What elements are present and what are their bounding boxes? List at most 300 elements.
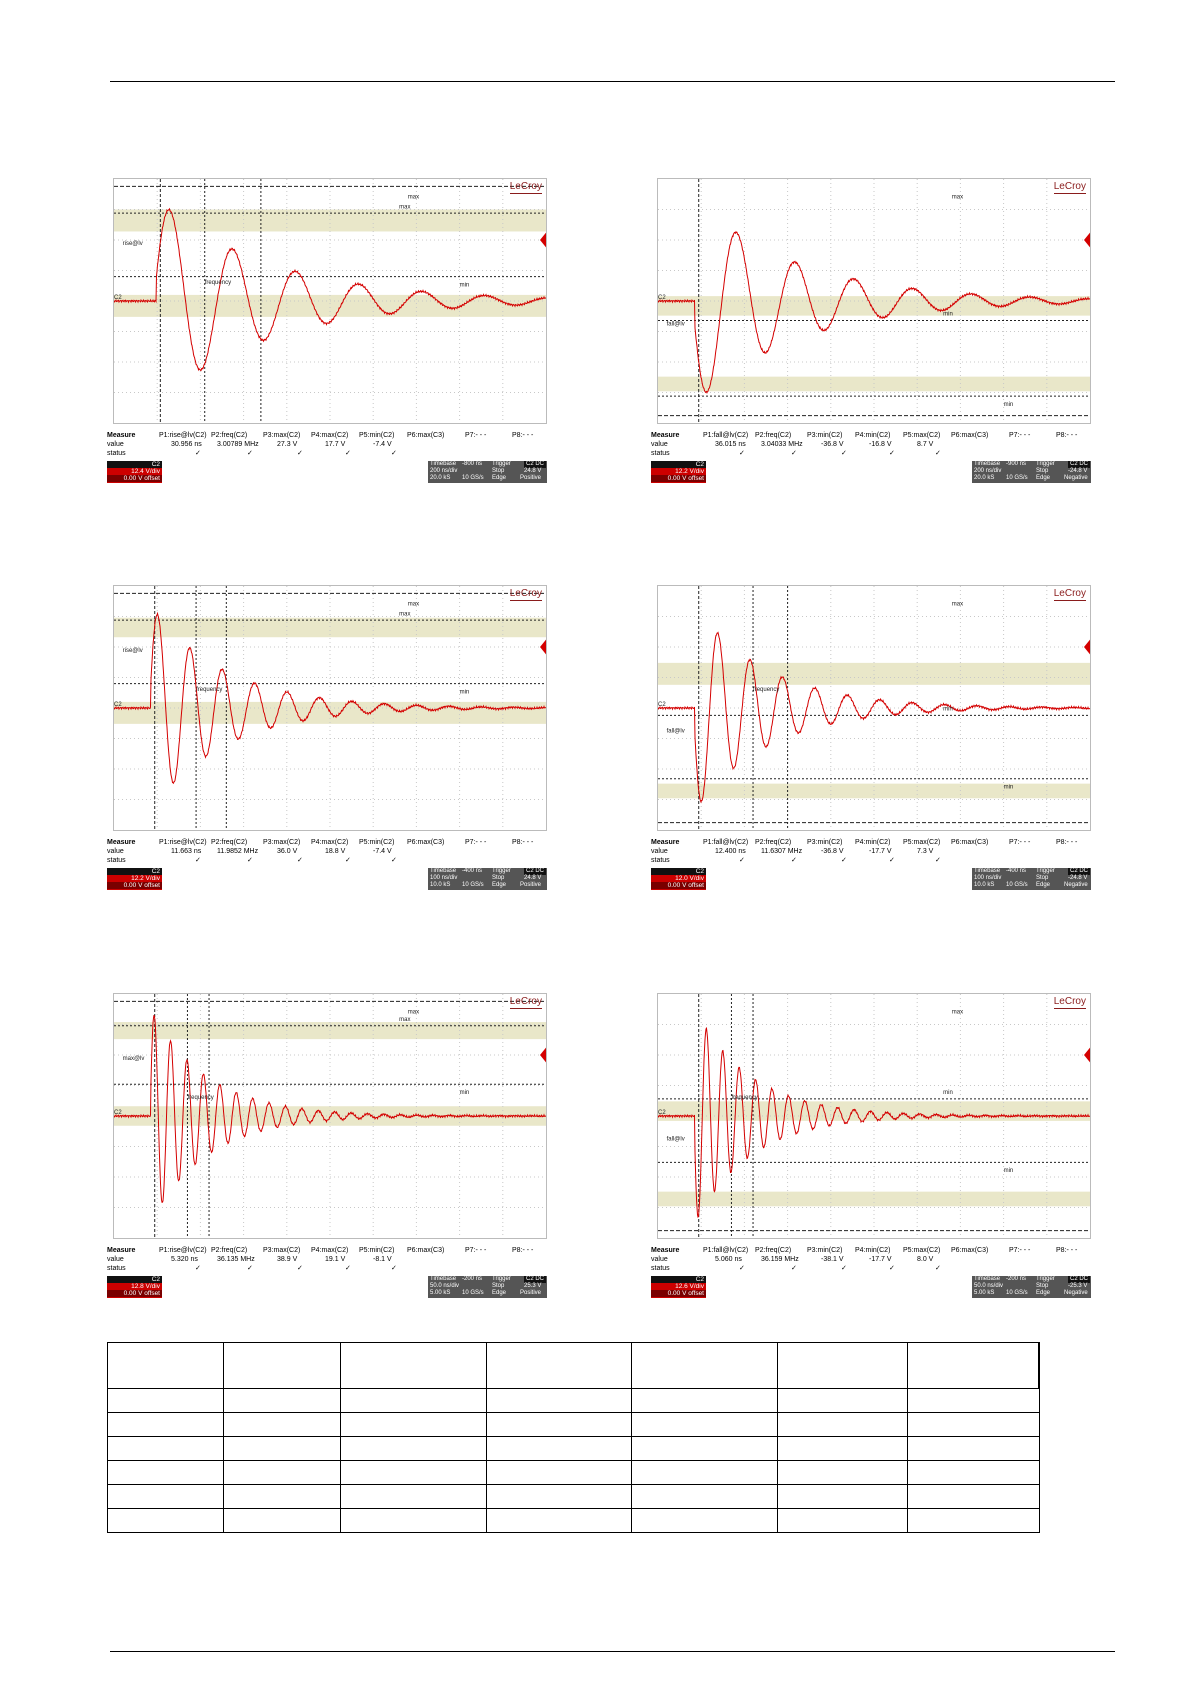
value-p1: 5.060 ns [715,1256,742,1263]
value-p5: -7.4 V [373,441,392,448]
level-label: min [1003,784,1014,791]
param-p4: P4:min(C2) [855,839,891,846]
param-p2: P2:freq(C2) [755,1247,792,1254]
oscilloscope-screenshot [107,178,547,498]
value-p3: 27.3 V [277,441,298,448]
table-row [108,1437,1040,1461]
offset-value: 0.00 V offset [107,1290,162,1297]
param-p6: P6:max(C3) [951,432,989,439]
max-label: max [951,1009,964,1016]
value-p1: 30.956 ns [171,441,202,448]
table-cell [632,1343,778,1389]
timebase-trigger-box [428,868,547,890]
scope-screen [113,585,547,831]
trigger-channel: C2 DC [526,868,545,874]
timebase-delay: -200 ns [1006,1276,1027,1282]
check-icon: ✓ [297,450,303,457]
level-label: min [943,1090,953,1097]
check-icon: ✓ [841,1265,847,1272]
channel-marker: C2 [114,702,122,708]
measure-label: Measure [107,1247,136,1254]
check-icon: ✓ [889,450,895,457]
check-icon: ✓ [247,450,253,457]
value-p1: 12.400 ns [715,848,746,855]
timebase-delay: -800 ns [462,461,483,467]
check-icon: ✓ [345,1265,351,1272]
value-p2: 36.135 MHz [217,1256,255,1263]
edge-marker-label: max@lv [122,1055,145,1062]
check-icon: ✓ [739,857,745,864]
lecroy-logo: LeCroy [1053,181,1086,192]
level-label: min [943,311,953,318]
frequency-marker-label: frequency [204,279,232,286]
check-icon: ✓ [935,1265,941,1272]
param-p6: P6:max(C3) [407,839,445,846]
table-cell [777,1343,908,1389]
param-p7: P7:- - - [1009,1247,1031,1254]
value-p1: 5.320 ns [171,1256,198,1263]
param-p8: P8:- - - [512,839,534,846]
trigger-level: 25.3 V [524,1283,542,1289]
trigger-label: Trigger [1036,868,1055,874]
check-icon: ✓ [345,450,351,457]
timebase-delay: -900 ns [1006,461,1027,467]
value-p5: 8.0 V [917,1256,934,1263]
trigger-channel: C2 DC [1070,461,1089,467]
scope-waveform [658,179,1090,423]
value-p4: 19.1 V [325,1256,346,1263]
param-p8: P8:- - - [1056,839,1078,846]
value-p5: -7.4 V [373,848,392,855]
check-icon: ✓ [195,450,201,457]
max-label: max [407,194,420,201]
param-p6: P6:max(C3) [951,839,989,846]
value-label: value [651,441,668,448]
frequency-marker-label: frequency [753,686,780,693]
table-row [108,1461,1040,1485]
trigger-level-marker [540,1048,546,1063]
scope-waveform [658,994,1090,1238]
param-p1: P1:fall@lv(C2) [703,1247,749,1254]
trigger-type: Edge [1036,1290,1051,1296]
frequency-marker-label: frequency [731,1094,758,1101]
scope-waveform [114,179,546,423]
channel-marker: C2 [658,295,666,301]
timebase-label: Timebase [430,461,457,467]
value-p1: 11.663 ns [171,848,202,855]
value-p4: 18.8 V [325,848,346,855]
trigger-level: -24.8 V [1068,875,1088,881]
check-icon: ✓ [841,857,847,864]
scope-screen [113,993,547,1239]
param-p3: P3:min(C2) [807,432,843,439]
timebase-label: Timebase [974,868,1001,874]
param-p3: P3:max(C2) [263,839,301,846]
channel-marker: C2 [114,295,122,301]
channel-label: C2 [151,461,160,468]
param-p5: P5:min(C2) [359,839,395,846]
trigger-channel: C2 DC [526,1276,545,1282]
timebase-trigger-box [972,868,1091,890]
value-p4: 17.7 V [325,441,346,448]
tolerance-band [658,1101,1090,1121]
status-label: status [651,450,670,457]
volts-per-div: 12.2 V/div [675,468,704,475]
timebase-rate: 100 ns/div [974,875,1002,881]
sample-rate: 10 GS/s [462,882,484,888]
trigger-slope: Negative [1064,882,1088,888]
param-p2: P2:freq(C2) [211,839,248,846]
check-icon: ✓ [791,1265,797,1272]
level-label: min [943,706,953,713]
channel-label: C2 [151,868,160,875]
param-p7: P7:- - - [465,1247,487,1254]
volts-per-div: 12.8 V/div [131,1283,160,1290]
lecroy-logo: LeCroy [1053,996,1086,1007]
trigger-label: Trigger [492,1276,511,1282]
channel-box [107,1276,162,1298]
level-label: min [459,1090,470,1097]
trigger-type: Edge [1036,475,1051,481]
lecroy-logo: LeCroy [509,181,542,192]
timebase-delay: -400 ns [1006,868,1027,874]
param-p4: P4:max(C2) [311,839,349,846]
trigger-mode: Stop [1036,1283,1049,1289]
trigger-level-marker [1084,233,1090,248]
waveform-trace [114,209,546,371]
value-p2: 36.159 MHz [761,1256,799,1263]
check-icon: ✓ [195,857,201,864]
table-row [108,1485,1040,1509]
param-p6: P6:max(C3) [951,1247,989,1254]
check-icon: ✓ [889,1265,895,1272]
value-p2: 11.6307 MHz [761,848,803,855]
trigger-slope: Negative [1064,475,1088,481]
measure-label: Measure [651,432,680,439]
value-p2: 3.00789 MHz [217,441,259,448]
check-icon: ✓ [391,1265,397,1272]
channel-box [651,868,706,890]
value-p3: -38.1 V [821,1256,844,1263]
param-p2: P2:freq(C2) [755,432,792,439]
max-label: max [407,1009,420,1016]
status-label: status [107,450,126,457]
sample-count: 20.0 kS [974,475,995,481]
table-row [108,1389,1040,1413]
sample-count: 5.00 kS [430,1290,451,1296]
table-header-row [108,1343,1040,1389]
value-p3: -36.8 V [821,441,844,448]
oscilloscope-screenshot [107,993,547,1313]
level-label: max [399,204,411,211]
trigger-channel: C2 DC [1070,868,1089,874]
tolerance-band [114,702,546,724]
timebase-trigger-box [428,1276,547,1298]
frequency-marker-label: frequency [187,1094,214,1101]
lecroy-logo: LeCroy [509,588,542,599]
scope-waveform [114,994,546,1238]
trigger-mode: Stop [492,468,505,474]
volts-per-div: 12.6 V/div [675,1283,704,1290]
table-cell [908,1343,1039,1389]
param-p4: P4:max(C2) [311,1247,349,1254]
param-p5: P5:min(C2) [359,1247,395,1254]
param-p1: P1:rise@lv(C2) [159,1247,207,1254]
check-icon: ✓ [247,857,253,864]
param-p7: P7:- - - [465,839,487,846]
param-p5: P5:min(C2) [359,432,395,439]
check-icon: ✓ [297,1265,303,1272]
sample-rate: 10 GS/s [1006,882,1028,888]
lecroy-logo: LeCroy [1053,588,1086,599]
scope-screen [657,993,1091,1239]
sample-rate: 10 GS/s [1006,475,1028,481]
timebase-label: Timebase [974,461,1001,467]
param-p1: P1:rise@lv(C2) [159,432,207,439]
trigger-level: 24.8 V [524,875,542,881]
param-p8: P8:- - - [1056,1247,1078,1254]
frequency-marker-label: frequency [196,686,223,693]
channel-label: C2 [151,1276,160,1283]
trigger-slope: Positive [520,1290,542,1296]
edge-marker-label: rise@lv [122,240,143,247]
oscilloscope-screenshot [651,585,1091,905]
param-p2: P2:freq(C2) [211,432,248,439]
sample-count: 10.0 kS [974,882,995,888]
status-label: status [107,1265,126,1272]
edge-marker-label: rise@lv [122,647,143,654]
trigger-level-marker [540,640,546,655]
param-p5: P5:max(C2) [903,839,941,846]
value-p2: 3.04033 MHz [761,441,803,448]
sample-count: 10.0 kS [430,882,451,888]
param-p4: P4:min(C2) [855,432,891,439]
check-icon: ✓ [297,857,303,864]
param-p6: P6:max(C3) [407,1247,445,1254]
level-label: min [459,689,470,696]
param-p7: P7:- - - [465,432,487,439]
trigger-mode: Stop [1036,468,1049,474]
param-p1: P1:rise@lv(C2) [159,839,207,846]
value-p3: 38.9 V [277,1256,298,1263]
volts-per-div: 12.2 V/div [131,875,160,882]
trigger-type: Edge [1036,882,1051,888]
channel-box [107,868,162,890]
trigger-mode: Stop [492,875,505,881]
timebase-label: Timebase [974,1276,1001,1282]
scope-screen [113,178,547,424]
param-p4: P4:max(C2) [311,432,349,439]
check-icon: ✓ [391,857,397,864]
sample-rate: 10 GS/s [1006,1290,1028,1296]
check-icon: ✓ [391,450,397,457]
lecroy-logo: LeCroy [509,996,542,1007]
trigger-channel: C2 DC [1070,1276,1089,1282]
trigger-level: 24.8 V [524,468,542,474]
offset-value: 0.00 V offset [107,475,162,482]
oscilloscope-screenshot [651,178,1091,498]
sample-rate: 10 GS/s [462,475,484,481]
scope-waveform [114,586,546,830]
sample-count: 5.00 kS [974,1290,995,1296]
volts-per-div: 12.4 V/div [131,468,160,475]
param-p5: P5:max(C2) [903,432,941,439]
edge-marker-label: fall@lv [666,1136,685,1143]
value-label: value [107,441,124,448]
check-icon: ✓ [739,450,745,457]
table-row [108,1509,1040,1533]
offset-value: 0.00 V offset [107,882,162,889]
value-p5: 7.3 V [917,848,934,855]
param-p8: P8:- - - [512,432,534,439]
timebase-trigger-box [972,461,1091,483]
value-label: value [651,848,668,855]
param-p8: P8:- - - [1056,432,1078,439]
measure-label: Measure [651,1247,680,1254]
param-p8: P8:- - - [512,1247,534,1254]
volts-per-div: 12.0 V/div [675,875,704,882]
check-icon: ✓ [841,450,847,457]
edge-marker-label: fall@lv [666,321,685,328]
channel-marker: C2 [114,1110,122,1116]
value-p4: -17.7 V [869,1256,892,1263]
timebase-label: Timebase [430,1276,457,1282]
trigger-level: -24.8 V [1068,468,1088,474]
timebase-trigger-box [972,1276,1091,1298]
check-icon: ✓ [247,1265,253,1272]
timebase-rate: 50.0 ns/div [430,1283,460,1289]
param-p2: P2:freq(C2) [755,839,792,846]
level-label: max [399,611,411,618]
param-p2: P2:freq(C2) [211,1247,248,1254]
level-label: max [399,1016,411,1023]
value-p4: -16.8 V [869,441,892,448]
value-p5: -8.1 V [373,1256,392,1263]
data-table [107,1342,1040,1533]
trigger-type: Edge [492,1290,507,1296]
level-label: min [459,282,470,289]
table-cell [108,1343,224,1389]
timebase-rate: 200 ns/div [974,468,1002,474]
table-cell [486,1343,632,1389]
param-p1: P1:fall@lv(C2) [703,839,749,846]
trigger-level: -25.3 V [1068,1283,1088,1289]
check-icon: ✓ [739,1265,745,1272]
header-rule [110,81,1115,82]
offset-value: 0.00 V offset [651,1290,706,1297]
value-label: value [107,1256,124,1263]
channel-marker: C2 [658,1110,666,1116]
trigger-label: Trigger [492,868,511,874]
oscilloscope-screenshot [107,585,547,905]
trigger-level-marker [1084,1048,1090,1063]
channel-box [651,461,706,483]
offset-value: 0.00 V offset [651,475,706,482]
timebase-delay: -200 ns [462,1276,483,1282]
value-label: value [651,1256,668,1263]
scope-screen [657,178,1091,424]
channel-label: C2 [695,868,704,875]
check-icon: ✓ [935,857,941,864]
level-label: min [1003,401,1014,408]
param-p3: P3:max(C2) [263,1247,301,1254]
scope-screen [657,585,1091,831]
trigger-type: Edge [492,475,507,481]
trigger-label: Trigger [1036,461,1055,467]
footer-rule [110,1651,1115,1652]
value-p5: 8.7 V [917,441,934,448]
check-icon: ✓ [195,1265,201,1272]
value-p3: 36.0 V [277,848,298,855]
param-p3: P3:min(C2) [807,839,843,846]
value-p1: 36.015 ns [715,441,746,448]
table-cell [223,1343,341,1389]
timebase-label: Timebase [430,868,457,874]
check-icon: ✓ [345,857,351,864]
check-icon: ✓ [935,450,941,457]
table-cell [341,1343,487,1389]
param-p7: P7:- - - [1009,839,1031,846]
trigger-slope: Positive [520,475,542,481]
status-label: status [107,857,126,864]
trigger-label: Trigger [492,461,511,467]
oscilloscope-screenshot [651,993,1091,1313]
scope-waveform [658,586,1090,830]
timebase-rate: 200 ns/div [430,468,458,474]
sample-rate: 10 GS/s [462,1290,484,1296]
trigger-channel: C2 DC [526,461,545,467]
channel-label: C2 [695,461,704,468]
param-p3: P3:min(C2) [807,1247,843,1254]
trigger-type: Edge [492,882,507,888]
timebase-rate: 50.0 ns/div [974,1283,1004,1289]
channel-box [107,461,162,483]
max-label: max [407,601,420,608]
channel-label: C2 [695,1276,704,1283]
max-label: max [951,194,964,201]
timebase-delay: -400 ns [462,868,483,874]
param-p3: P3:max(C2) [263,432,301,439]
trigger-label: Trigger [1036,1276,1055,1282]
value-label: value [107,848,124,855]
param-p7: P7:- - - [1009,432,1031,439]
trigger-level-marker [1084,640,1090,655]
channel-box [651,1276,706,1298]
check-icon: ✓ [791,857,797,864]
measure-label: Measure [651,839,680,846]
value-p4: -17.7 V [869,848,892,855]
check-icon: ✓ [889,857,895,864]
param-p4: P4:min(C2) [855,1247,891,1254]
check-icon: ✓ [791,450,797,457]
trigger-level-marker [540,233,546,248]
status-label: status [651,857,670,864]
trigger-mode: Stop [1036,875,1049,881]
trigger-mode: Stop [492,1283,505,1289]
level-label: min [1003,1168,1014,1175]
timebase-rate: 100 ns/div [430,875,458,881]
value-p3: -36.8 V [821,848,844,855]
offset-value: 0.00 V offset [651,882,706,889]
param-p6: P6:max(C3) [407,432,445,439]
timebase-trigger-box [428,461,547,483]
param-p5: P5:max(C2) [903,1247,941,1254]
max-label: max [951,601,964,608]
measure-label: Measure [107,432,136,439]
trigger-slope: Positive [520,882,542,888]
waveform-trace [658,633,1090,803]
tolerance-band [114,295,546,317]
